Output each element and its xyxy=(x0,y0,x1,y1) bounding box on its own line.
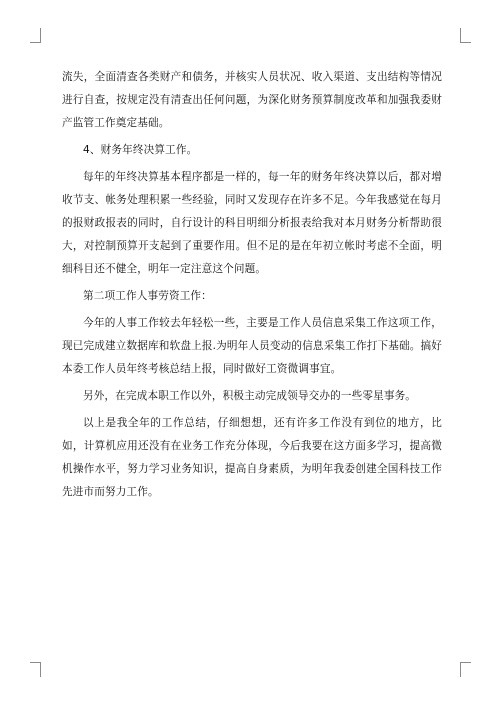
crop-mark-bottom-right xyxy=(460,662,471,677)
paragraph-continuation: 流失，全面清查各类财产和债务，并核实人员状况、收入渠道、支出结构等情况进行自查，按规定没有清查出任何问题，为深化财务预算制度改革和加强我委财产监管工作奠定基础。 xyxy=(62,71,442,129)
crop-mark-top-left xyxy=(30,28,41,43)
paragraph-final-accounts: 每年的年终决算基本程序都是一样的，每一年的财务年终决算以后，都对增收节支、帐务处理积累一些经验，同时又发现存在许多不足。今年我感觉在每月的报财政报表的同时，自行设计的科目明细分析报表给我对本月财务分析帮助很大，对控制预算开支起到了重要作用。但不足的是在年初立帐时考虑不全面，明细科目还不健全，明年一定注意这个问题。 xyxy=(62,171,442,275)
crop-mark-top-right xyxy=(460,28,471,43)
section-heading-final-accounts: 4、财务年终决算工作。 xyxy=(83,144,198,156)
crop-mark-bottom-left xyxy=(30,662,41,677)
paragraph-other-duties: 另外，在完成本职工作以外，积极主动完成领导交办的一些零星事务。 xyxy=(83,390,417,402)
paragraph-summary: 以上是我全年的工作总结，仔细想想，还有许多工作没有到位的地方，比如，计算机应用还没有在业务工作充分体现，今后我要在这方面多学习，提高微机操作水平，努力学习业务知识，提高自身素质，为明年我委创建全国科技工作先进市而努力工作。 xyxy=(62,417,442,498)
section-heading-personnel: 第二项工作人事劳资工作： xyxy=(83,290,212,302)
paragraph-personnel: 今年的人事工作较去年轻松一些，主要是工作人员信息采集工作这项工作，现已完成建立数据库和软盘上报.为明年人员变动的信息采集工作打下基础。搞好本委工作人员年终考核总结上报，同时做好工资微调事宜。 xyxy=(62,317,442,375)
document-body xyxy=(62,66,442,508)
